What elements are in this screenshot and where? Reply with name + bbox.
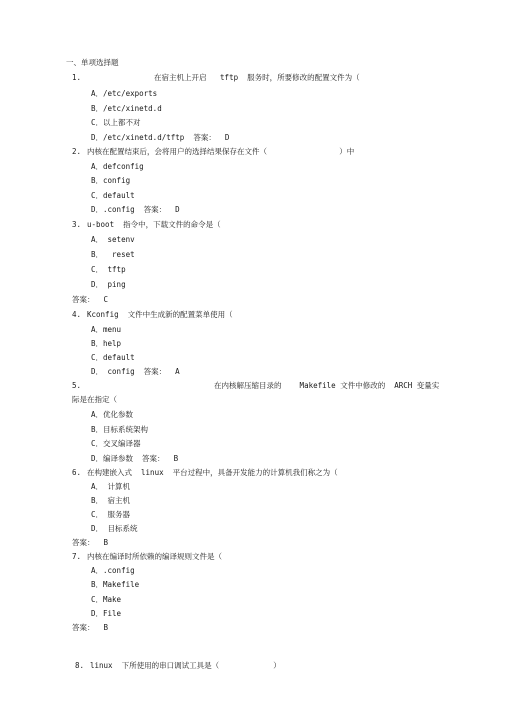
question-number: 6. bbox=[72, 468, 82, 477]
option: D．/etc/xinetd.d/tftp 答案： D bbox=[91, 133, 230, 142]
option: C．以上都不对 bbox=[91, 118, 141, 127]
question-number: 5. bbox=[72, 381, 82, 390]
option: C． 服务器 bbox=[91, 510, 131, 519]
option: B．/etc/xinetd.d bbox=[91, 104, 162, 113]
question-number: 2. bbox=[72, 147, 82, 156]
option: A．优化参数 bbox=[91, 410, 134, 419]
question-text-continued: 际是在指定（ bbox=[72, 395, 117, 404]
option: A． 计算机 bbox=[91, 482, 131, 491]
option: B．help bbox=[91, 339, 122, 348]
option: A．menu bbox=[91, 325, 122, 334]
option: D．File bbox=[91, 609, 122, 618]
option: B．config bbox=[91, 176, 131, 185]
question-text: 内核在编译时所依赖的编译规则文件是（ bbox=[87, 552, 222, 561]
option: D． 目标系统 bbox=[91, 524, 138, 533]
answer: 答案： B bbox=[72, 623, 109, 632]
question-text: 在构建嵌入式 linux 平台过程中，具备开发能力的计算机我们称之为（ bbox=[87, 468, 338, 477]
option: B． 宿主机 bbox=[91, 496, 131, 505]
option: D．编译参数 答案： B bbox=[91, 454, 179, 463]
option: B．目标系统架构 bbox=[91, 425, 149, 434]
question-number: 1. bbox=[72, 73, 82, 82]
question-number: 3. bbox=[72, 220, 82, 229]
question-text: 内核在配置结束后，会将用户的选择结果保存在文件（ ）中 bbox=[87, 147, 355, 156]
option: A．.config bbox=[91, 566, 135, 575]
question-text: u-boot 指令中，下载文件的命令是（ bbox=[87, 220, 221, 229]
option: D．.config 答案： D bbox=[91, 205, 180, 214]
question-text: 在内核解压缩目录的 Makefile 文件中修改的 ARCH 变量实 bbox=[214, 381, 440, 390]
option: C．交叉编译器 bbox=[91, 439, 141, 448]
option: D． config 答案： A bbox=[91, 367, 180, 376]
option: D． ping bbox=[91, 280, 126, 289]
question-number: 4. bbox=[72, 310, 82, 319]
question-text: 在宿主机上开启 tftp 服务时，所要修改的配置文件为（ bbox=[154, 73, 360, 82]
option: C．default bbox=[91, 191, 135, 200]
option: B． reset bbox=[91, 250, 135, 259]
question-text: linux 下所使用的串口调试工具是（ ） bbox=[90, 661, 281, 670]
option: A． setenv bbox=[91, 235, 135, 244]
question-text: Kconfig 文件中生成新的配置菜单使用（ bbox=[87, 310, 233, 319]
section-title: 一、单项选择题 bbox=[66, 58, 119, 67]
option: B．Makefile bbox=[91, 580, 140, 589]
question-number: 8. bbox=[75, 661, 85, 670]
answer: 答案： C bbox=[72, 295, 109, 304]
question-number: 7. bbox=[72, 552, 82, 561]
answer: 答案： B bbox=[72, 538, 109, 547]
option: A．/etc/exports bbox=[91, 89, 158, 98]
option: A．defconfig bbox=[91, 162, 144, 171]
option: C．default bbox=[91, 353, 135, 362]
option: C．Make bbox=[91, 595, 122, 604]
option: C． tftp bbox=[91, 265, 126, 274]
